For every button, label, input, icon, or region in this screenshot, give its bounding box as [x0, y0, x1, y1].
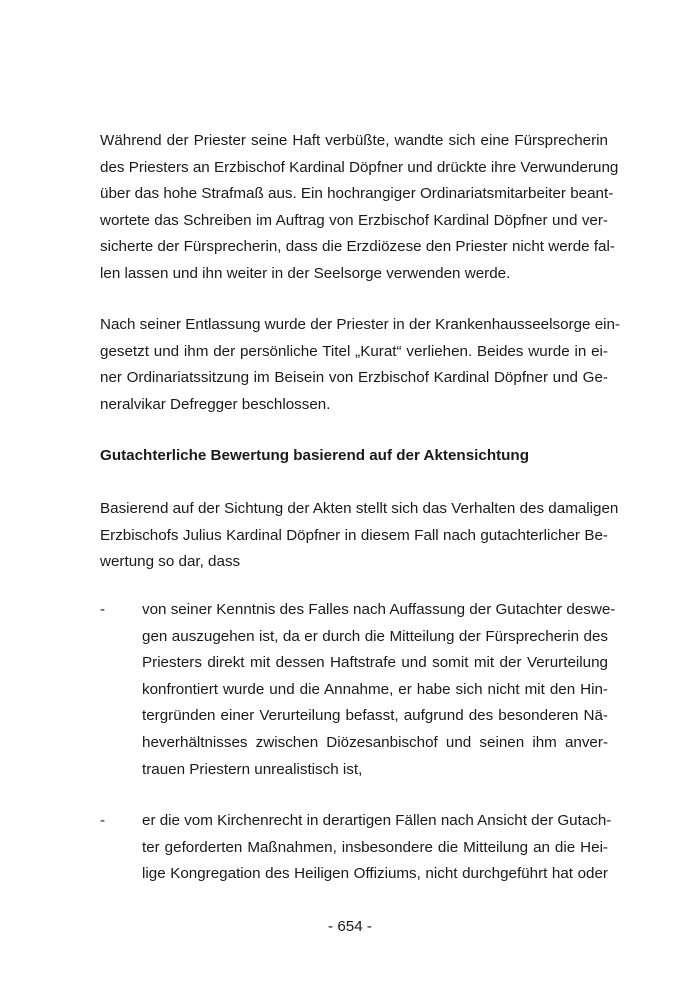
bullet-marker: - [100, 812, 106, 829]
text-line: Basierend auf der Sichtung der Akten stellt sich das Verhalten des damaligen [100, 500, 619, 517]
text-line: wortete das Schreiben im Auftrag von Erzbischof Kardinal Döpfner und ver- [100, 211, 608, 229]
text-line: konfrontiert wurde und die Annahme, er habe sich nicht mit den Hin- [142, 680, 608, 698]
text-line: neralvikar Defregger beschlossen. [100, 395, 331, 413]
text-line: gen auszugehen ist, da er durch die Mitteilung der Fürsprecherin des [142, 627, 608, 645]
text-line: ner Ordinariatssitzung im Beisein von Erzbischof Kardinal Döpfner und Ge- [100, 369, 608, 387]
text-line: Priesters direkt mit dessen Haftstrafe und somit mit der Verurteilung [142, 654, 608, 672]
text-line: trauen Priestern unrealistisch ist, [142, 760, 363, 778]
section-heading: Gutachterliche Bewertung basierend auf der Aktensichtung [100, 447, 529, 464]
text-line: sicherte der Fürsprecherin, dass die Erzdiözese den Priester nicht werde fal- [100, 238, 615, 256]
text-line: tergründen einer Verurteilung befasst, aufgrund des besonderen Nä- [142, 707, 608, 725]
text-line: von seiner Kenntnis des Falles nach Auffassung der Gutachter deswe- [142, 601, 616, 618]
text-line: er die vom Kirchenrecht in derartigen Fällen nach Ansicht der Gutach- [142, 812, 612, 829]
text-line: Nach seiner Entlassung wurde der Priester in der Krankenhausseelsorge ein- [100, 316, 621, 333]
text-line: Während der Priester seine Haft verbüßte, wandte sich eine Fürsprecherin [100, 132, 608, 149]
list-item-text [142, 597, 616, 783]
text-line: des Priesters an Erzbischof Kardinal Döpfner und drückte ihre Verwunderung [100, 158, 619, 176]
page-number: - 654 - [328, 918, 372, 935]
paragraph-assessment-intro [100, 496, 619, 576]
text-line: lige Kongregation des Heiligen Offiziums, nicht durchgeführt hat oder [142, 865, 608, 883]
paragraph-custody-letter [100, 128, 619, 288]
list-item-text [142, 808, 612, 888]
text-line: ter geforderten Maßnahmen, insbesondere die Mitteilung an die Hei- [142, 838, 608, 856]
paragraph-release [100, 312, 621, 418]
text-line: Erzbischofs Julius Kardinal Döpfner in diesem Fall nach gutachterlicher Be- [100, 526, 608, 544]
bullet-marker: - [100, 601, 106, 618]
text-line: über das hohe Strafmaß aus. Ein hochrangiger Ordinariatsmitarbeiter beant- [100, 185, 614, 203]
text-line: heverhältnisses zwischen Diözesanbischof und seinen ihm anver- [142, 733, 608, 751]
text-line: len lassen und ihn weiter in der Seelsorge verwenden werde. [100, 264, 511, 282]
text-line: gesetzt und ihm der persönliche Titel „Kurat“ verliehen. Beides wurde in ei- [100, 342, 608, 360]
text-line: wertung so dar, dass [100, 553, 241, 571]
